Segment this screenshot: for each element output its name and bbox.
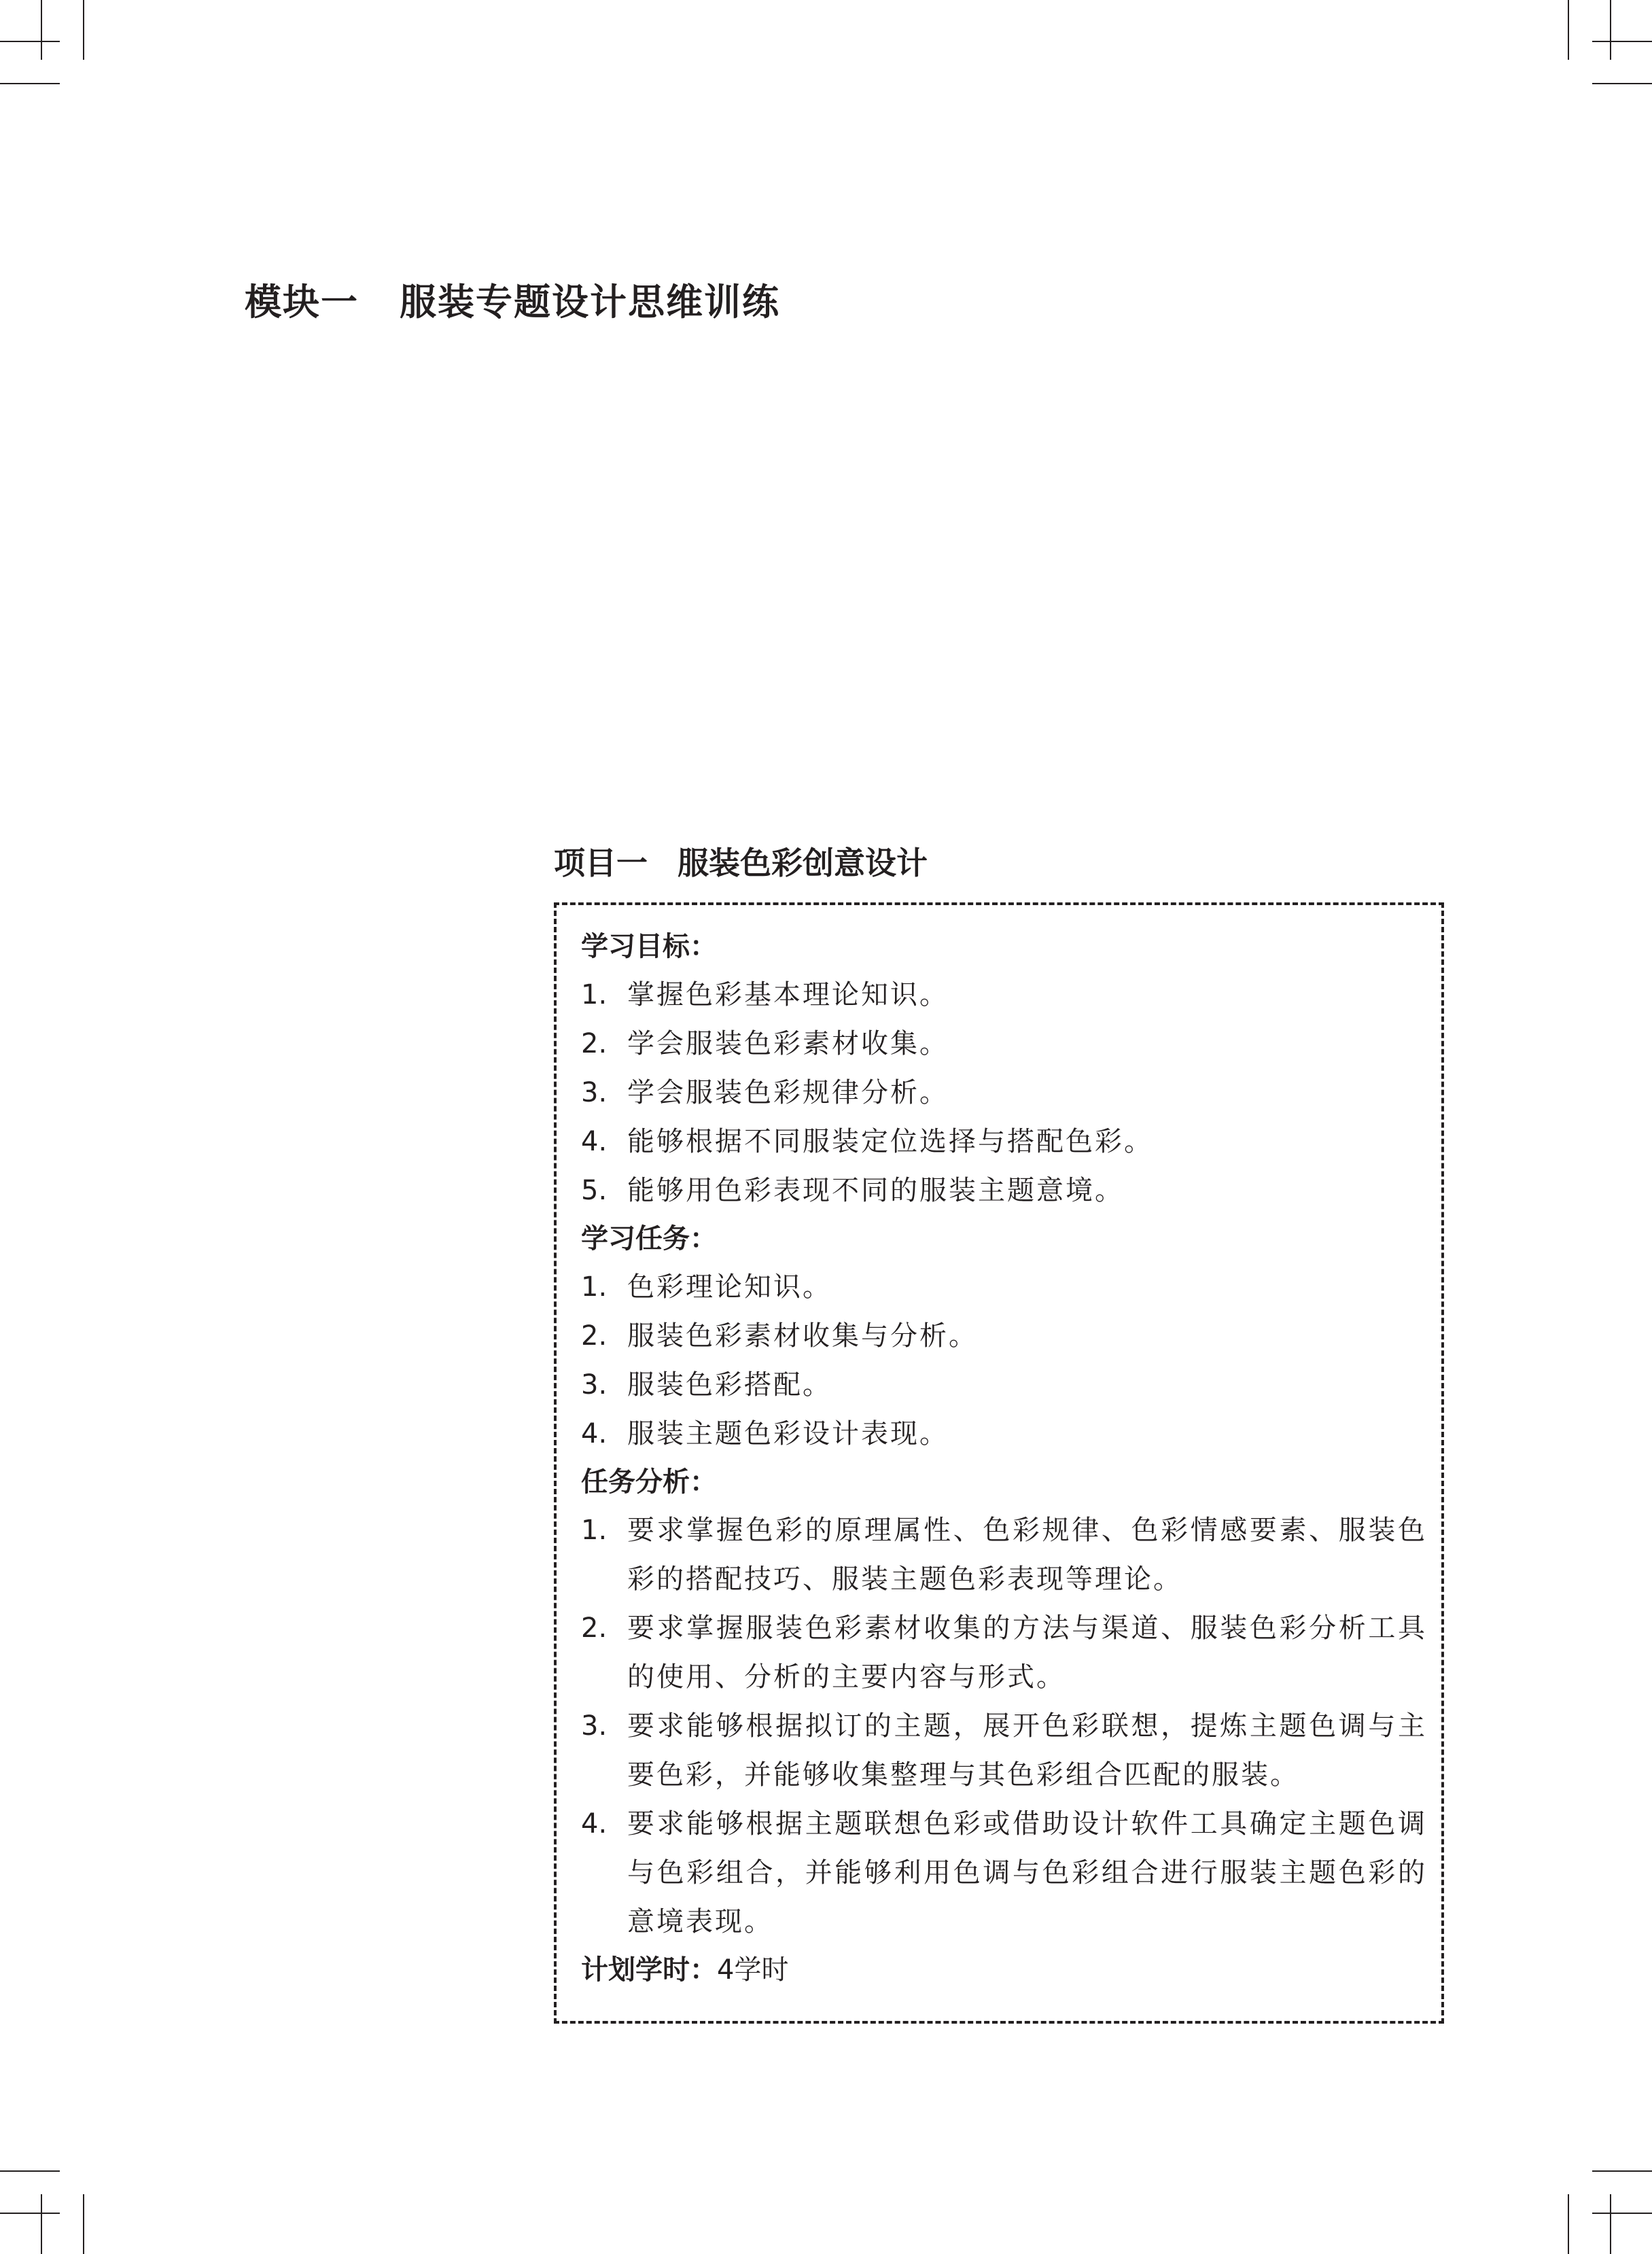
list-item <box>581 1799 1427 1946</box>
hours-value: 4学时 <box>717 1954 789 1986</box>
list-item <box>581 970 1427 1019</box>
crop-mark <box>0 2170 60 2172</box>
module-title <box>245 275 780 330</box>
item-number: 2. <box>581 1320 608 1352</box>
crop-mark <box>0 83 60 84</box>
hours-row <box>581 1946 1427 1994</box>
crop-mark <box>83 0 84 60</box>
project-title <box>554 839 928 887</box>
list-item <box>581 1360 1427 1409</box>
item-number: 4. <box>581 1418 608 1449</box>
crop-mark <box>1568 2194 1569 2254</box>
item-text: 服装色彩素材收集与分析。 <box>627 1320 978 1352</box>
crop-mark <box>1610 2194 1611 2254</box>
list-item <box>581 1409 1427 1458</box>
objectives-list <box>581 970 1427 1215</box>
item-number: 3. <box>581 1369 608 1401</box>
item-number: 5. <box>581 1175 608 1206</box>
item-text: 服装色彩搭配。 <box>627 1369 832 1401</box>
project-label: 项目一 <box>554 845 648 881</box>
module-name: 服装专题设计思维训练 <box>400 281 780 323</box>
crop-mark <box>41 0 42 60</box>
analysis-list <box>581 1506 1427 1946</box>
list-item <box>581 1166 1427 1215</box>
box-content <box>581 923 1427 1994</box>
item-number: 3. <box>581 1077 608 1108</box>
crop-mark <box>0 41 60 42</box>
item-number: 1. <box>581 979 608 1010</box>
list-item <box>581 1311 1427 1360</box>
tasks-heading: 学习任务： <box>581 1223 717 1254</box>
item-number: 4. <box>581 1126 608 1157</box>
list-item <box>581 1117 1427 1166</box>
crop-mark <box>83 2194 84 2254</box>
objectives-heading: 学习目标： <box>581 931 717 962</box>
analysis-heading: 任务分析： <box>581 1466 717 1498</box>
item-text: 服装主题色彩设计表现。 <box>627 1418 949 1449</box>
item-text: 学会服装色彩素材收集。 <box>627 1028 949 1059</box>
hours-heading: 计划学时： <box>581 1954 717 1986</box>
crop-mark <box>1592 83 1652 84</box>
crop-mark <box>0 2213 60 2214</box>
list-item <box>581 1019 1427 1068</box>
list-item <box>581 1506 1427 1604</box>
crop-mark <box>41 2194 42 2254</box>
item-text: 要求能够根据主题联想色彩或借助设计软件工具确定主题色调与色彩组合，并能够利用色调与色彩组合进行服装主题色彩的意境表现。 <box>627 1808 1427 1937</box>
list-item <box>581 1068 1427 1117</box>
item-number: 1. <box>581 1271 608 1303</box>
item-number: 2. <box>581 1028 608 1059</box>
item-text: 色彩理论知识。 <box>627 1271 832 1303</box>
list-item <box>581 1604 1427 1702</box>
item-text: 要求掌握服装色彩素材收集的方法与渠道、服装色彩分析工具的使用、分析的主要内容与形式。 <box>627 1613 1427 1693</box>
item-text: 掌握色彩基本理论知识。 <box>627 979 949 1010</box>
module-label: 模块一 <box>245 281 359 323</box>
item-text: 要求掌握色彩的原理属性、色彩规律、色彩情感要素、服装色彩的搭配技巧、服装主题色彩表现等理论。 <box>627 1515 1427 1595</box>
item-text: 能够用色彩表现不同的服装主题意境。 <box>627 1175 1124 1206</box>
item-number: 2. <box>581 1613 608 1644</box>
crop-mark <box>1592 41 1652 42</box>
item-number: 3. <box>581 1710 608 1742</box>
item-text: 要求能够根据拟订的主题，展开色彩联想，提炼主题色调与主要色彩，并能够收集整理与其色彩组合匹配的服装。 <box>627 1710 1427 1791</box>
crop-mark <box>1592 2170 1652 2172</box>
list-item <box>581 1702 1427 1799</box>
list-item <box>581 1263 1427 1311</box>
project-name: 服装色彩创意设计 <box>678 845 928 881</box>
crop-mark <box>1592 2213 1652 2214</box>
crop-mark <box>1568 0 1569 60</box>
tasks-list <box>581 1263 1427 1458</box>
crop-mark <box>1610 0 1611 60</box>
item-number: 1. <box>581 1515 608 1546</box>
item-text: 学会服装色彩规律分析。 <box>627 1077 949 1108</box>
item-number: 4. <box>581 1808 608 1839</box>
item-text: 能够根据不同服装定位选择与搭配色彩。 <box>627 1126 1153 1157</box>
